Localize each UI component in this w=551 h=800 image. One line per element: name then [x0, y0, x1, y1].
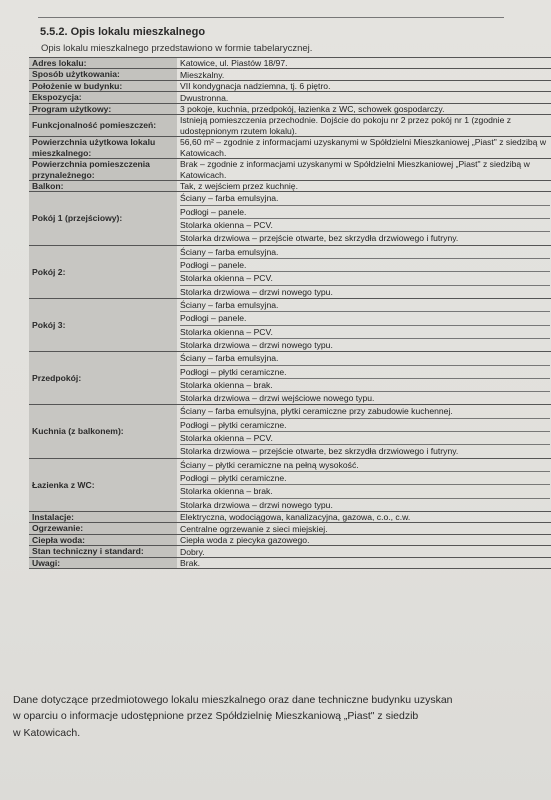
row-value	[177, 58, 551, 69]
row-value	[177, 523, 551, 534]
row-label: Pokój 2:	[29, 245, 177, 298]
value-line: Stolarka okienna – PCV.	[180, 432, 550, 445]
row-value	[177, 534, 551, 545]
section-intro: Opis lokalu mieszkalnego przedstawiono w formie tabelarycznej.	[41, 43, 313, 54]
row-label: Kuchnia (z balkonem):	[29, 405, 177, 458]
value-line: Stolarka okienna – PCV.	[180, 272, 550, 285]
row-label: Ciepła woda:	[29, 534, 177, 545]
value-line: Podłogi – panele.	[180, 206, 550, 219]
row-label: Pokój 3:	[29, 298, 177, 351]
row-value	[177, 192, 551, 245]
row-label: Przedpokój:	[29, 352, 177, 405]
row-value	[177, 159, 551, 181]
row-label: Adres lokalu:	[29, 58, 177, 69]
table-row	[29, 137, 551, 159]
value-line: Brak.	[180, 557, 201, 568]
value-line: Tak, z wejściem przez kuchnię.	[180, 181, 298, 192]
value-line: Podłogi – płytki ceramiczne.	[180, 366, 550, 379]
value-line: Ciepła woda z piecyka gazowego.	[180, 535, 310, 546]
table-row	[29, 80, 551, 91]
row-value	[177, 405, 551, 458]
row-label: Sposób użytkowania:	[29, 69, 177, 80]
table-row	[29, 245, 551, 298]
row-label: Pokój 1 (przejściowy):	[29, 192, 177, 245]
value-line: Stolarka drzwiowa – drzwi nowego typu.	[180, 499, 333, 510]
value-line: 3 pokoje, kuchnia, przedpokój, łazienka z WC, schowek gospodarczy.	[180, 104, 445, 115]
table-row	[29, 405, 551, 458]
row-value	[177, 115, 551, 137]
value-line: Podłogi – płytki ceramiczne.	[180, 419, 550, 432]
section-heading: 5.5.2. Opis lokalu mieszkalnego	[40, 26, 206, 38]
row-label: Uwagi:	[29, 557, 177, 568]
row-label: Położenie w budynku:	[29, 80, 177, 91]
row-value	[177, 103, 551, 114]
row-label: Stan techniczny i standard:	[29, 546, 177, 557]
value-line: Ściany – farba emulsyjna, płytki ceramiczne przy zabudowie kuchennej.	[180, 405, 550, 418]
value-line: Stolarka okienna – PCV.	[180, 326, 550, 339]
value-line: Brak – zgodnie z informacjami uzyskanymi w Spółdzielni Mieszkaniowej „Piast" z siedzibą w Katowicach.	[180, 159, 530, 180]
value-line: Stolarka drzwiowa – przejście otwarte, bez skrzydła drzwiowego i futryny.	[180, 233, 459, 244]
table-row	[29, 92, 551, 103]
row-label: Powierzchnia użytkowa lokalu mieszkalnego:	[29, 137, 177, 159]
value-line: Elektryczna, wodociągowa, kanalizacyjna, gazowa, c.o., c.w.	[180, 512, 411, 523]
row-label: Łazienka z WC:	[29, 458, 177, 511]
value-line: 56,60 m² – zgodnie z informacjami uzyskanymi w Spółdzielni Mieszkaniowej „Piast" z siedzibą w Katowicach.	[180, 137, 547, 158]
value-line: Ściany – farba emulsyjna.	[180, 352, 550, 365]
table-row	[29, 180, 551, 191]
row-label: Instalacje:	[29, 511, 177, 522]
apartment-description-table	[29, 57, 551, 569]
row-label: Ekspozycja:	[29, 92, 177, 103]
value-line: Podłogi – panele.	[180, 312, 550, 325]
value-line: VII kondygnacja nadziemna, tj. 6 piętro.	[180, 81, 331, 92]
row-value	[177, 557, 551, 568]
value-line: Ściany – farba emulsyjna.	[180, 246, 550, 259]
row-label: Funkcjonalność pomieszczeń:	[29, 115, 177, 137]
closing-line: w oparciu o informacje udostępnione przez Spółdzielnię Mieszkaniową „Piast" z siedzib	[13, 710, 419, 723]
closing-line: w Katowicach.	[13, 726, 81, 739]
table-row	[29, 192, 551, 245]
value-line: Stolarka okienna – brak.	[180, 485, 550, 498]
value-line: Ściany – farba emulsyjna.	[180, 299, 550, 312]
row-value	[177, 245, 551, 298]
table-row	[29, 58, 551, 69]
value-line: Stolarka drzwiowa – przejście otwarte, bez skrzydła drzwiowego i futryny.	[180, 446, 459, 457]
value-line: Dwustronna.	[180, 92, 229, 103]
table-row	[29, 115, 551, 137]
value-line: Stolarka okienna – PCV.	[180, 219, 550, 232]
table-row	[29, 557, 551, 568]
table-row	[29, 159, 551, 181]
row-value	[177, 137, 551, 159]
row-label: Program użytkowy:	[29, 103, 177, 114]
value-line: Podłogi – panele.	[180, 259, 550, 272]
header-rule	[38, 17, 504, 18]
table-row	[29, 69, 551, 80]
row-label: Powierzchnia pomieszczenia przynależnego:	[29, 159, 177, 181]
row-value	[177, 511, 551, 522]
table-row	[29, 523, 551, 534]
row-label: Balkon:	[29, 180, 177, 191]
row-value	[177, 80, 551, 91]
value-line: Istnieją pomieszczenia przechodnie. Dojście do pokoju nr 2 przez pokój nr 1 (zgodnie z udostępnionym rzutem lokalu).	[180, 115, 512, 136]
table-row	[29, 458, 551, 511]
value-line: Ściany – płytki ceramiczne na pełną wysokość.	[180, 459, 550, 472]
row-value	[177, 298, 551, 351]
table-row	[29, 103, 551, 114]
row-value	[177, 352, 551, 405]
table-row	[29, 352, 551, 405]
value-line: Dobry.	[180, 546, 205, 557]
table-row	[29, 534, 551, 545]
row-value	[177, 546, 551, 557]
row-value	[177, 92, 551, 103]
closing-paragraph	[13, 692, 551, 741]
closing-line: Dane dotyczące przedmiotowego lokalu mieszkalnego oraz dane techniczne budynku uzyskan	[13, 694, 453, 706]
value-line: Katowice, ul. Piastów 18/97.	[180, 58, 288, 69]
table-row	[29, 511, 551, 522]
value-line: Stolarka okienna – brak.	[180, 379, 550, 392]
table-row	[29, 546, 551, 557]
value-line: Stolarka drzwiowa – drzwi nowego typu.	[180, 286, 333, 297]
value-line: Podłogi – płytki ceramiczne.	[180, 472, 550, 485]
value-line: Stolarka drzwiowa – drzwi nowego typu.	[180, 339, 333, 350]
table-row	[29, 298, 551, 351]
value-line: Centralne ogrzewanie z sieci miejskiej.	[180, 523, 328, 534]
row-value	[177, 69, 551, 80]
value-line: Ściany – farba emulsyjna.	[180, 192, 550, 205]
row-label: Ogrzewanie:	[29, 523, 177, 534]
row-value	[177, 180, 551, 191]
value-line: Mieszkalny.	[180, 69, 225, 80]
value-line: Stolarka drzwiowa – drzwi wejściowe nowego typu.	[180, 393, 375, 404]
row-value	[177, 458, 551, 511]
